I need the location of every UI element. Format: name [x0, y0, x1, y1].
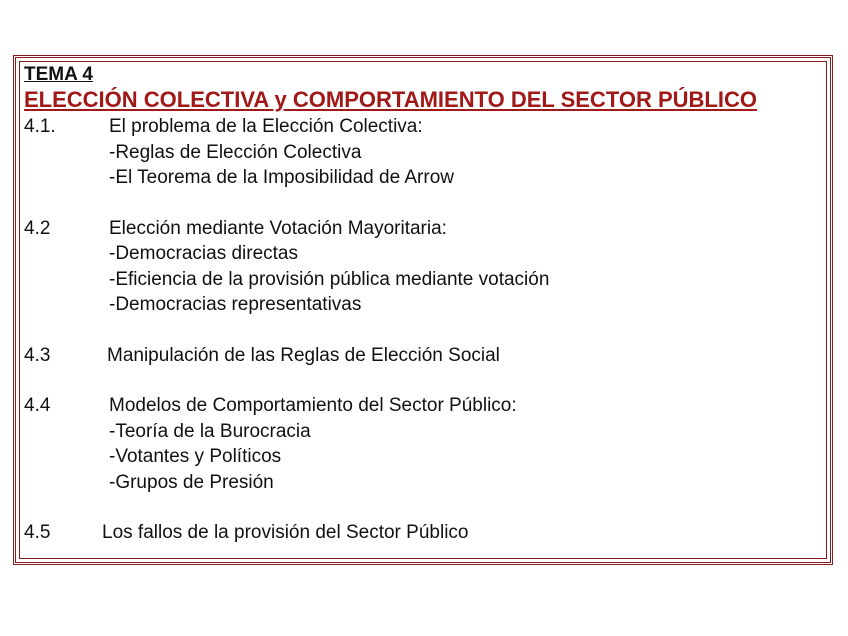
section-number: 4.2	[24, 217, 51, 239]
section-4-5	[24, 520, 814, 546]
tema-label: TEMA 4	[24, 64, 93, 85]
section-heading: Los fallos de la provisión del Sector Público	[102, 522, 469, 543]
section-item: -Reglas de Elección Colectiva	[109, 141, 362, 163]
section-heading: Elección mediante Votación Mayoritaria:	[109, 217, 447, 239]
section-heading: Modelos de Comportamiento del Sector Público:	[109, 395, 517, 416]
section-4-4	[24, 393, 814, 495]
section-item: -Votantes y Políticos	[109, 446, 282, 467]
section-number: 4.3	[24, 344, 51, 366]
section-number: 4.1.	[24, 116, 56, 137]
section-4-2	[24, 216, 814, 318]
section-item: -Democracias directas	[109, 243, 298, 264]
section-list	[24, 114, 814, 546]
section-number: 4.4	[24, 395, 51, 416]
section-heading: Manipulación de las Reglas de Elección Social	[107, 344, 500, 366]
section-item: -Grupos de Presión	[109, 471, 274, 493]
section-item: -El Teorema de la Imposibilidad de Arrow	[109, 167, 454, 188]
section-heading: El problema de la Elección Colectiva:	[109, 116, 423, 137]
section-item: -Democracias representativas	[109, 294, 362, 315]
slide-title: ELECCIÓN COLECTIVA y COMPORTAMIENTO DEL SECTOR PÚBLICO	[24, 87, 757, 112]
section-item: -Teoría de la Burocracia	[109, 420, 311, 442]
section-number: 4.5	[24, 522, 51, 543]
section-4-3	[24, 343, 814, 369]
section-item: -Eficiencia de la provisión pública mediante votación	[109, 268, 550, 290]
section-4-1	[24, 114, 814, 191]
slide-content	[24, 64, 814, 571]
